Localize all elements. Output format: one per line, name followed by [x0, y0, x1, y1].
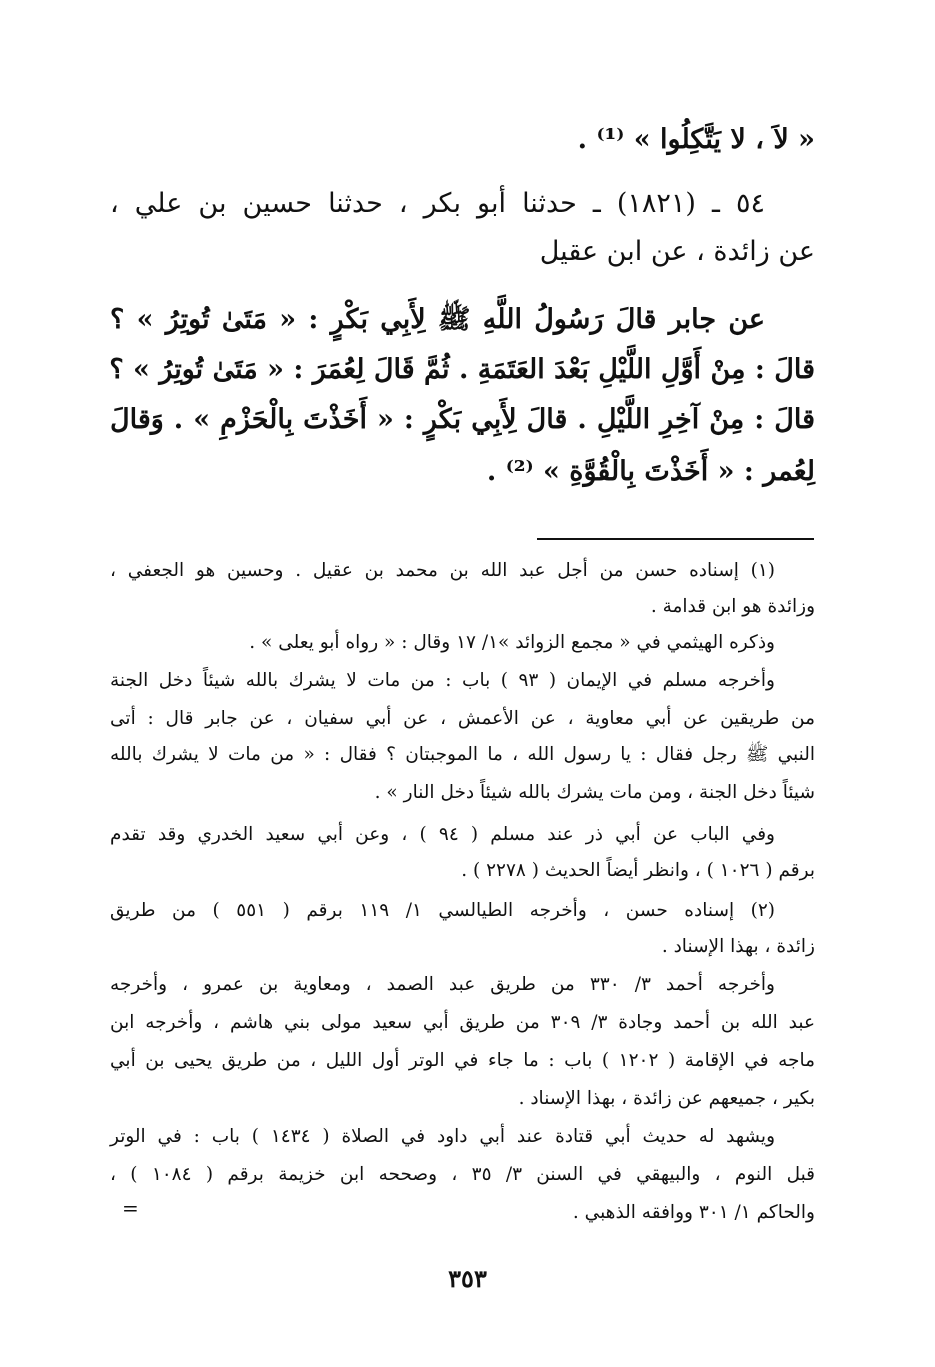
hadith-header-line-2: عن زائدة ، عن ابن عقيل: [539, 236, 815, 267]
footnote-line: وأخرجه مسلم في الإيمان ( ٩٣ ) باب : من مات لا يشرك بالله شيئاً دخل الجنة: [110, 670, 775, 691]
footnote-line: برقم ( ١٠٢٦ ) ، وانظر أيضاً الحديث ( ٢٢٧٨ ) .: [461, 860, 815, 881]
footnote-line: قبل النوم ، والبيهقي في السنن ٣/ ٣٥ ، وصححه ابن خزيمة برقم ( ١٠٨٤ ) ،: [110, 1164, 816, 1185]
footnote-line: وذكره الهيثمي في « مجمع الزوائد »١/ ١٧ وقال : « رواه أبو يعلى » .: [249, 632, 775, 653]
page-number: ٣٥٣: [448, 1264, 487, 1293]
footnote-line: زائدة ، بهذا الإسناد .: [661, 936, 815, 957]
footnote-line: والحاكم ١/ ٣٠١ ووافقه الذهبي .: [572, 1202, 815, 1223]
footnote-divider: [537, 538, 814, 540]
footnote-line: (٢) إسناده حسن ، وأخرجه الطيالسي ١/ ١١٩ برقم ( ٥٥١ ) من طريق: [110, 900, 775, 921]
footnote-line: وزائدة هو ابن قدامة .: [650, 596, 815, 617]
continuation-mark: =: [122, 1196, 139, 1220]
footnote-line: (١) إسناده حسن من أجل عبد الله بن محمد بن عقيل . وحسين هو الجعفي ،: [110, 560, 775, 581]
hadith-body-line-3: قالَ : مِنْ آخِرِ اللَّيْلِ . قالَ لِأَبِي بَكْرٍ : « أَخَذْتَ بِالْحَزْمِ » . وَقالَ: [110, 404, 815, 435]
footnote-line: من طريقين عن أبي معاوية ، عن الأعمش ، عن أبي سفيان ، عن جابر قال : أتى: [110, 708, 815, 729]
footnote-line: ويشهد له حديث أبي قتادة عند أبي داود في الصلاة ( ١٤٣٤ ) باب : في الوتر: [110, 1126, 776, 1147]
hadith-body-line-1: عن جابر قالَ رَسُولُ اللَّهِ ﷺ لِأَبِي بَكْرٍ : « مَتَىٰ تُوتِرُ » ؟: [110, 304, 765, 335]
hadith-body-line-2: قالَ : مِنْ أَوَّلِ اللَّيْلِ بَعْدَ العَتَمَةِ . ثُمَّ قَالَ لِعُمَرَ : « مَتَىٰ تُوتِرُ » ؟: [109, 354, 815, 385]
footnote-line: بكير ، جميعهم عن زائدة ، بهذا الإسناد .: [518, 1088, 815, 1109]
footnote-line: وفي الباب عن أبي ذر عند مسلم ( ٩٤ ) ، وعن أبي سعيد الخدري وقد تقدم: [110, 824, 775, 845]
hadith-body-line-4: لِعُمر : « أَخَذْتَ بِالْقُوَّةِ » ⁽²⁾ .: [486, 456, 815, 487]
footnote-line: ماجه في الإقامة ( ١٢٠٢ ) باب : ما جاء في الوتر أول الليل ، من طريق يحيى بن أبي: [110, 1050, 815, 1071]
footnote-line: عبد الله بن أحمد وجادة ٣/ ٣٠٩ من طريق أبي سعيد مولى بني هاشم ، وأخرجه ابن: [110, 1012, 815, 1033]
footnote-line: وأخرجه أحمد ٣/ ٣٣٠ من طريق عبد الصمد ، ومعاوية بن عمرو ، وأخرجه: [110, 974, 775, 995]
opening-line: « لاَ ، لا يَتَّكِلُوا » ⁽¹⁾ .: [577, 124, 815, 155]
footnote-line: شيئاً دخل الجنة ، ومن مات يشرك بالله شيئاً دخل النار » .: [374, 782, 815, 803]
hadith-header-line-1: ٥٤ ـ (١٨٢١) ـ حدثنا أبو بكر ، حدثنا حسين بن علي ،: [110, 188, 766, 219]
footnote-line: النبي ﷺ رجل فقال : يا رسول الله ، ما الموجبتان ؟ فقال : « من مات لا يشرك بالله: [110, 744, 815, 765]
